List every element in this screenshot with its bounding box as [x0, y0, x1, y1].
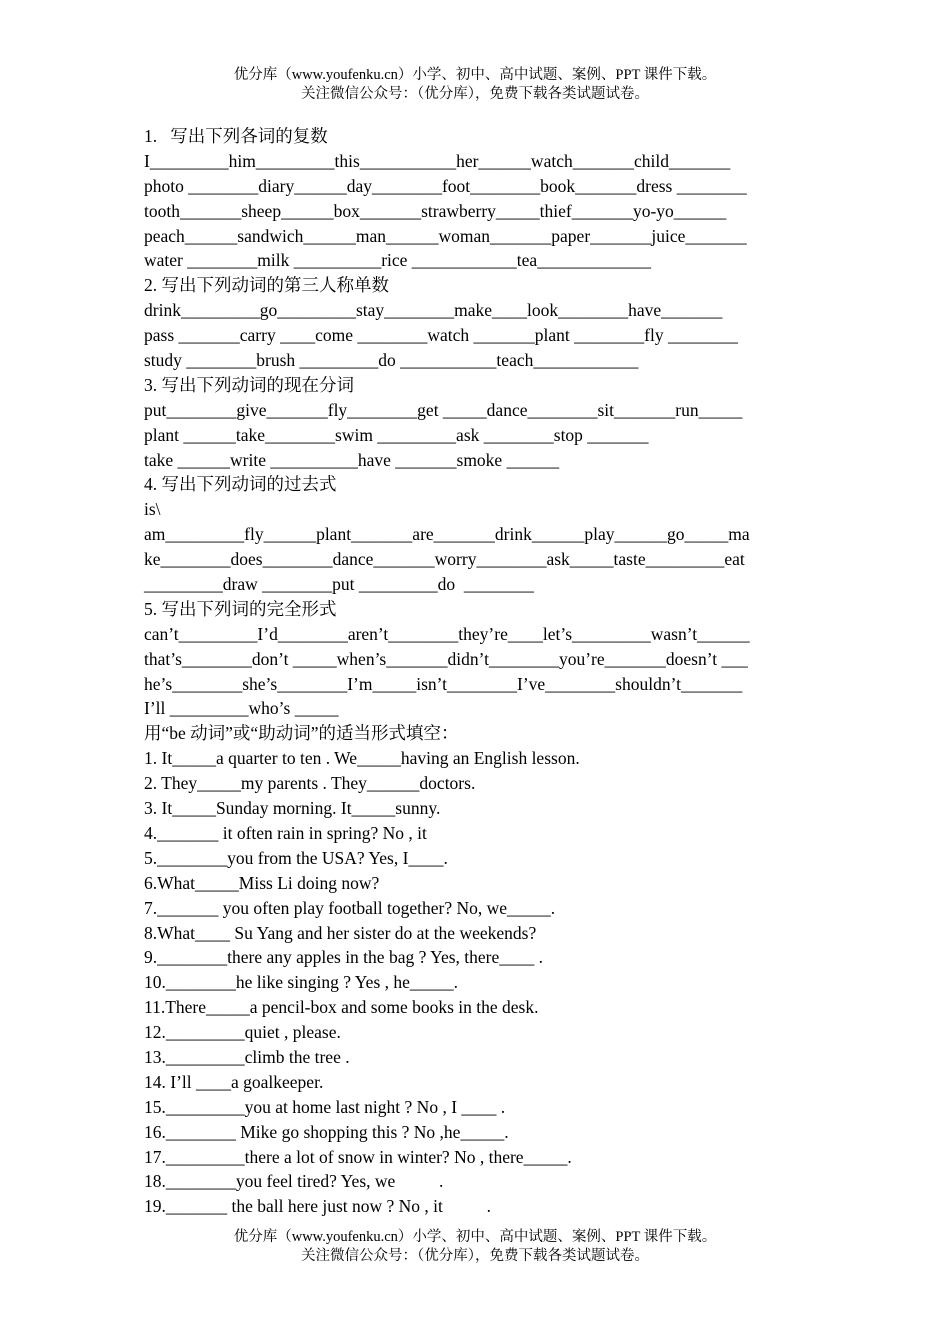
worksheet-line: 1. 写出下列各词的复数 — [144, 126, 328, 146]
header-line-1: 优分库（www.youfenku.cn）小学、初中、高中试题、案例、PPT 课件下载。 — [233, 67, 717, 83]
worksheet-line: 10.________he like singing ? Yes , he_____. — [144, 972, 459, 993]
worksheet-line: am_________fly______plant_______are_______drink______play______go_____ma — [144, 524, 750, 545]
worksheet-body — [144, 124, 810, 1219]
worksheet-line: 8.What____ Su Yang and her sister do at the weekends? — [144, 922, 537, 943]
worksheet-line: 16.________ Mike go shopping this ? No ,he_____. — [144, 1121, 509, 1142]
worksheet-line: is\ — [144, 499, 161, 520]
worksheet-line: plant ______take________swim _________ask ________stop _______ — [144, 424, 649, 445]
worksheet-line: I_________him_________this___________her______watch_______child_______ — [144, 150, 731, 171]
page-header — [0, 66, 950, 104]
worksheet-line: 1. It_____a quarter to ten . We_____having an English lesson. — [144, 748, 580, 769]
worksheet-line: 用“be 动词”或“助动词”的适当形式填空： — [144, 723, 459, 744]
footer-line-1: 优分库（www.youfenku.cn）小学、初中、高中试题、案例、PPT 课件下载。 — [233, 1229, 717, 1245]
worksheet-line: 3. It_____Sunday morning. It_____sunny. — [144, 798, 441, 819]
worksheet-line: peach______sandwich______man______woman_______paper_______juice_______ — [144, 225, 747, 246]
worksheet-line: 2. 写出下列动词的第三人称单数 — [144, 275, 389, 296]
worksheet-line: photo ________diary______day________foot________book_______dress ________ — [144, 175, 747, 196]
worksheet-line: put________give_______fly________get _____dance________sit_______run_____ — [144, 399, 743, 420]
worksheet-line: 5.________you from the USA? Yes, I____. — [144, 847, 448, 868]
worksheet-line: 4. 写出下列动词的过去式 — [144, 474, 337, 495]
worksheet-line: 17._________there a lot of snow in winter? No , there_____. — [144, 1146, 572, 1167]
worksheet-line: 18.________you feel tired? Yes, we . — [144, 1171, 444, 1192]
worksheet-line: 2. They_____my parents . They______doctors. — [144, 773, 476, 794]
page-footer — [0, 1228, 950, 1266]
worksheet-line: 3. 写出下列动词的现在分词 — [144, 374, 354, 395]
worksheet-line: 15._________you at home last night ? No , I ____ . — [144, 1096, 506, 1117]
worksheet-line: 13._________climb the tree . — [144, 1046, 350, 1067]
footer-line-2: 关注微信公众号：（优分库），免费下载各类试题试卷。 — [301, 1248, 649, 1264]
worksheet-line: 4._______ it often rain in spring? No , it — [144, 822, 427, 843]
header-line-2: 关注微信公众号：（优分库），免费下载各类试题试卷。 — [301, 86, 649, 102]
worksheet-line: that’s________don’t _____when’s_______didn’t________you’re_______doesn’t ___ — [144, 648, 748, 669]
worksheet-line: 14. I’ll ____a goalkeeper. — [144, 1071, 324, 1092]
worksheet-line: take ______write __________have _______smoke ______ — [144, 449, 560, 470]
worksheet-line: can’t_________I’d________aren’t________they’re____let’s_________wasn’t______ — [144, 623, 750, 644]
worksheet-line: 6.What_____Miss Li doing now? — [144, 872, 380, 893]
worksheet-line: drink_________go_________stay________make____look________have_______ — [144, 300, 723, 321]
worksheet-line: 5. 写出下列词的完全形式 — [144, 598, 337, 619]
worksheet-line: 19._______ the ball here just now ? No , it . — [144, 1196, 492, 1217]
worksheet-line: _________draw ________put _________do ________ — [144, 574, 534, 595]
worksheet-line: water ________milk __________rice ____________tea_____________ — [144, 250, 651, 271]
worksheet-line: tooth_______sheep______box_______strawberry_____thief_______yo-yo______ — [144, 200, 727, 221]
worksheet-line: 11.There_____a pencil-box and some books in the desk. — [144, 997, 539, 1018]
worksheet-line: I’ll _________who’s _____ — [144, 698, 339, 719]
worksheet-line: he’s________she’s________I’m_____isn’t________I’ve________shouldn’t_______ — [144, 673, 743, 694]
worksheet-line: 9.________there any apples in the bag ? Yes, there____ . — [144, 947, 544, 968]
worksheet-line: study ________brush _________do ___________teach____________ — [144, 350, 639, 371]
worksheet-line: 12._________quiet , please. — [144, 1022, 341, 1043]
worksheet-line: ke________does________dance_______worry________ask_____taste_________eat — [144, 549, 745, 570]
worksheet-line: 7._______ you often play football together? No, we_____. — [144, 897, 556, 918]
worksheet-line: pass _______carry ____come ________watch _______plant ________fly ________ — [144, 325, 738, 346]
